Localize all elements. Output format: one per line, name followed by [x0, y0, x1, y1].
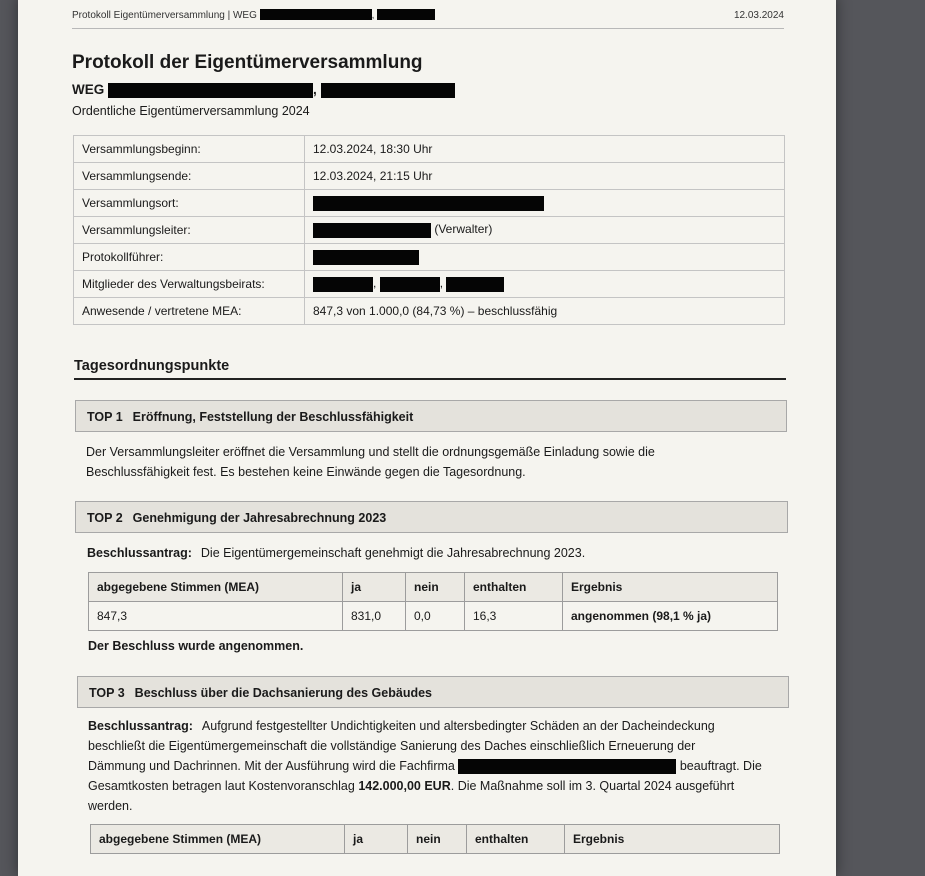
info-value: 847,3 von 1.000,0 (84,73 %) – beschlussfähig: [305, 298, 785, 325]
info-value: [305, 244, 785, 271]
info-label: Versammlungsleiter:: [74, 217, 305, 244]
header-date: 12.03.2024: [733, 10, 784, 21]
table-header-row: [89, 573, 778, 602]
redaction-bar: [458, 759, 676, 774]
table-row: [74, 244, 785, 271]
table-row: [74, 190, 785, 217]
redaction-bar: [313, 250, 419, 265]
header-title: Protokoll Eigentümerversammlung | WEG ,: [72, 10, 435, 21]
col-header: enthalten: [465, 573, 563, 602]
table-row: [89, 602, 778, 631]
info-label: Versammlungsbeginn:: [74, 136, 305, 163]
page-title: Protokoll der Eigentümerversammlung: [72, 52, 423, 73]
redaction-bar: [313, 196, 544, 211]
col-header: abgegebene Stimmen (MEA): [91, 825, 345, 854]
subtitle: Ordentliche Eigentümerversammlung 2024: [72, 104, 310, 118]
meeting-info-table: [73, 135, 785, 325]
vote-cell: 16,3: [465, 602, 563, 631]
agenda-item-header: TOP 3 Beschluss über die Dachsanierung des Gebäudes: [77, 676, 789, 708]
vote-cell: 831,0: [343, 602, 406, 631]
motion-text: Beschlussantrag: Die Eigentümergemeinschaft genehmigt die Jahresabrechnung 2023.: [87, 546, 586, 560]
redaction-bar: [446, 277, 504, 292]
col-header: ja: [343, 573, 406, 602]
info-value: 12.03.2024, 18:30 Uhr: [305, 136, 785, 163]
col-header: Ergebnis: [565, 825, 780, 854]
agenda-item-header: TOP 2 Genehmigung der Jahresabrechnung 2023: [75, 501, 788, 533]
redaction-bar: [108, 83, 313, 98]
redaction-bar: [377, 9, 435, 20]
vote-table: [88, 572, 778, 631]
info-label: Mitglieder des Verwaltungsbeirats:: [74, 271, 305, 298]
info-label: Anwesende / vertretene MEA:: [74, 298, 305, 325]
col-header: nein: [406, 573, 465, 602]
agenda-item-header: TOP 1 Eröffnung, Feststellung der Beschlussfähigkeit: [75, 400, 787, 432]
info-value: 12.03.2024, 21:15 Uhr: [305, 163, 785, 190]
redaction-bar: [313, 277, 373, 292]
motion-text: Beschlussantrag: Aufgrund festgestellter Undichtigkeiten und altersbedingter Schäden an der Dacheindeckung beschließt die Eigentümergemeinschaft die vollständige Sanierung des Daches einschließlich Erneuerung der Dämmung und Dachrinnen. Mit der Ausführung wird die Fachfirma beauftragt. Die Gesamtkosten betragen laut Kostenvoranschlag 142.000,00 EUR. Die Maßnahme soll im 3. Quartal 2024 ausgeführt werden.: [88, 719, 762, 813]
document-page: [18, 0, 836, 876]
table-row: [74, 163, 785, 190]
table-row: [74, 271, 785, 298]
col-header: abgegebene Stimmen (MEA): [89, 573, 343, 602]
table-row: [74, 217, 785, 244]
agenda-item-text: Der Versammlungsleiter eröffnet die Versammlung und stellt die ordnungsgemäße Einladung sowie die Beschlussfähigkeit fest. Es bestehen keine Einwände gegen die Tagesordnung.: [86, 445, 655, 479]
resolution-outcome: Der Beschluss wurde angenommen.: [88, 639, 304, 653]
redaction-bar: [380, 277, 440, 292]
info-label: Versammlungsende:: [74, 163, 305, 190]
redaction-bar: [260, 9, 372, 20]
agenda-heading: Tagesordnungspunkte: [74, 358, 786, 380]
table-row: [74, 298, 785, 325]
col-header: nein: [408, 825, 467, 854]
info-label: Protokollführer:: [74, 244, 305, 271]
running-header: [72, 8, 784, 29]
info-value: (Verwalter): [305, 217, 785, 244]
table-row: [74, 136, 785, 163]
col-header: ja: [345, 825, 408, 854]
info-value: , ,: [305, 271, 785, 298]
table-header-row: [91, 825, 780, 854]
col-header: Ergebnis: [563, 573, 778, 602]
vote-result: angenommen (98,1 % ja): [563, 602, 778, 631]
info-label: Versammlungsort:: [74, 190, 305, 217]
info-value: [305, 190, 785, 217]
vote-cell: 0,0: [406, 602, 465, 631]
property-line: WEG ,: [72, 82, 455, 98]
vote-cell: 847,3: [89, 602, 343, 631]
vote-table: [90, 824, 780, 854]
redaction-bar: [313, 223, 431, 238]
redaction-bar: [321, 83, 455, 98]
col-header: enthalten: [467, 825, 565, 854]
